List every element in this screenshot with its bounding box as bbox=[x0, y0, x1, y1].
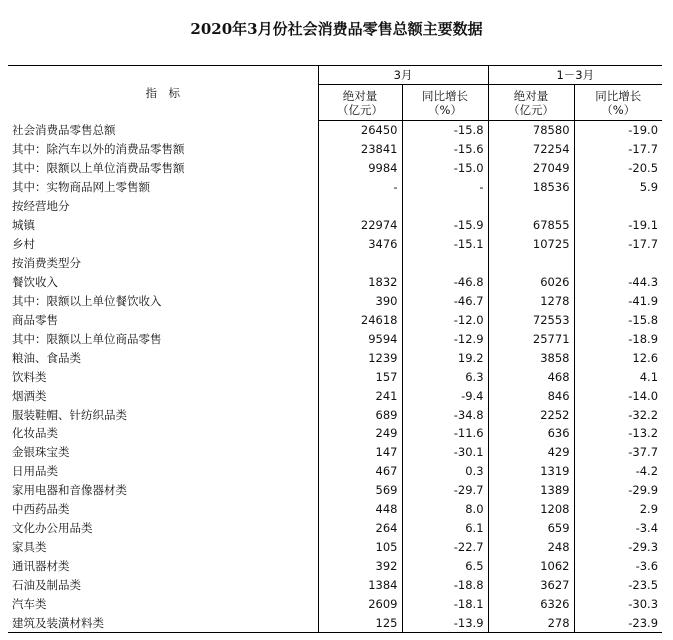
row-label: 服装鞋帽、针纺织品类 bbox=[12, 407, 127, 422]
q1-yoy-cell: -29.3 bbox=[574, 538, 662, 557]
march-abs-cell: 1239 bbox=[318, 348, 402, 367]
q1-yoy-cell: -32.2 bbox=[574, 405, 662, 424]
march-yoy-cell: 6.5 bbox=[402, 557, 488, 576]
table-row bbox=[8, 462, 662, 481]
indicator-header: 指 标 bbox=[8, 66, 318, 121]
march-yoy-cell: -30.1 bbox=[402, 443, 488, 462]
row-label: 社会消费品零售总额 bbox=[12, 123, 116, 138]
march-yoy-cell: 6.1 bbox=[402, 519, 488, 538]
row-label: 石油及制品类 bbox=[12, 577, 81, 592]
q1-yoy-cell: -30.3 bbox=[574, 594, 662, 613]
q1-abs-cell: 6026 bbox=[488, 273, 574, 292]
q1-yoy-cell: -23.9 bbox=[574, 613, 662, 632]
row-label: 通讯器材类 bbox=[12, 559, 70, 574]
march-yoy-cell: -9.4 bbox=[402, 386, 488, 405]
q1-abs-cell: 72553 bbox=[488, 310, 574, 329]
march-yoy-header bbox=[402, 85, 488, 121]
table-row bbox=[8, 329, 662, 348]
march-abs-cell: 23841 bbox=[318, 140, 402, 159]
row-label: 其中：实物商品网上零售额 bbox=[12, 180, 150, 195]
march-abs-cell: 467 bbox=[318, 462, 402, 481]
row-label: 汽车类 bbox=[12, 596, 47, 611]
q1-abs-cell: 278 bbox=[488, 613, 574, 632]
march-yoy-cell bbox=[402, 254, 488, 273]
q1-abs-cell: 1208 bbox=[488, 500, 574, 519]
row-label: 建筑及装潢材料类 bbox=[8, 613, 318, 632]
march-yoy-cell: 19.2 bbox=[402, 348, 488, 367]
abs-unit: （亿元） bbox=[508, 102, 555, 117]
table-row bbox=[8, 500, 662, 519]
table-row bbox=[8, 443, 662, 462]
q1-yoy-cell: -37.7 bbox=[574, 443, 662, 462]
march-abs-cell: 392 bbox=[318, 557, 402, 576]
table-row bbox=[8, 557, 662, 576]
row-label: 其中：限额以上单位商品零售 bbox=[12, 331, 162, 346]
march-yoy-cell: 8.0 bbox=[402, 500, 488, 519]
table-row bbox=[8, 367, 662, 386]
table-row bbox=[8, 159, 662, 178]
q1-abs-cell: 1062 bbox=[488, 557, 574, 576]
march-yoy-cell: -18.8 bbox=[402, 576, 488, 595]
march-abs-cell: 157 bbox=[318, 367, 402, 386]
table-row bbox=[8, 594, 662, 613]
row-label: 按消费类型分 bbox=[12, 256, 81, 271]
march-yoy-cell: -18.1 bbox=[402, 594, 488, 613]
table-row bbox=[8, 386, 662, 405]
q1-abs-cell: 468 bbox=[488, 367, 574, 386]
table-row bbox=[8, 254, 662, 273]
row-label: 按经营地分 bbox=[12, 199, 70, 214]
q1-abs-cell: 846 bbox=[488, 386, 574, 405]
q1-abs-cell: 25771 bbox=[488, 329, 574, 348]
abs-label: 绝对量 bbox=[513, 88, 549, 103]
q1-abs-cell: 1319 bbox=[488, 462, 574, 481]
row-label: 日用品类 bbox=[12, 464, 58, 479]
march-abs-cell: 9984 bbox=[318, 159, 402, 178]
march-yoy-cell: 6.3 bbox=[402, 367, 488, 386]
table-row bbox=[8, 291, 662, 310]
march-yoy-cell: -15.9 bbox=[402, 216, 488, 235]
q1-abs-cell: 248 bbox=[488, 538, 574, 557]
march-abs-cell: 249 bbox=[318, 424, 402, 443]
q1-group-header: 1－3月 bbox=[488, 66, 662, 85]
q1-abs-cell: 1389 bbox=[488, 481, 574, 500]
q1-yoy-cell: -17.7 bbox=[574, 140, 662, 159]
q1-abs-cell: 18536 bbox=[488, 178, 574, 197]
q1-abs-cell: 3627 bbox=[488, 576, 574, 595]
row-label: 家具类 bbox=[12, 540, 47, 555]
q1-abs-cell: 78580 bbox=[488, 121, 574, 140]
q1-abs-cell: 10725 bbox=[488, 235, 574, 254]
q1-yoy-cell: 12.6 bbox=[574, 348, 662, 367]
march-yoy-cell: -13.9 bbox=[402, 613, 488, 632]
table-row bbox=[8, 121, 662, 140]
table-row bbox=[8, 273, 662, 292]
abs-unit: （亿元） bbox=[337, 102, 383, 117]
march-yoy-cell: -15.6 bbox=[402, 140, 488, 159]
march-yoy-cell: -34.8 bbox=[402, 405, 488, 424]
yoy-unit: （%） bbox=[601, 102, 636, 117]
row-label: 粮油、食品类 bbox=[12, 350, 81, 365]
table-row bbox=[8, 216, 662, 235]
march-yoy-cell: - bbox=[402, 178, 488, 197]
q1-yoy-cell: 4.1 bbox=[574, 367, 662, 386]
march-group-header: 3月 bbox=[318, 66, 488, 85]
march-yoy-cell: -15.1 bbox=[402, 235, 488, 254]
row-label: 中西药品类 bbox=[12, 502, 70, 517]
table-row bbox=[8, 348, 662, 367]
march-yoy-cell: -22.7 bbox=[402, 538, 488, 557]
q1-yoy-cell: -41.9 bbox=[574, 291, 662, 310]
q1-abs-cell: 1278 bbox=[488, 291, 574, 310]
yoy-unit: （%） bbox=[428, 102, 462, 117]
row-label: 乡村 bbox=[12, 237, 35, 252]
table-row bbox=[8, 235, 662, 254]
q1-yoy-cell bbox=[574, 254, 662, 273]
table-row bbox=[8, 178, 662, 197]
q1-yoy-cell: 5.9 bbox=[574, 178, 662, 197]
q1-yoy-cell: -3.4 bbox=[574, 519, 662, 538]
table-row bbox=[8, 140, 662, 159]
march-abs-cell: 569 bbox=[318, 481, 402, 500]
q1-yoy-header bbox=[574, 85, 662, 121]
q1-abs-cell: 2252 bbox=[488, 405, 574, 424]
q1-yoy-cell: -17.7 bbox=[574, 235, 662, 254]
table-body bbox=[8, 121, 662, 633]
march-yoy-cell: -46.8 bbox=[402, 273, 488, 292]
march-abs-cell: 1384 bbox=[318, 576, 402, 595]
march-yoy-cell: -12.0 bbox=[402, 310, 488, 329]
q1-abs-cell: 636 bbox=[488, 424, 574, 443]
march-abs-cell bbox=[318, 254, 402, 273]
q1-yoy-cell: -44.3 bbox=[574, 273, 662, 292]
row-label: 饮料类 bbox=[12, 369, 47, 384]
march-abs-cell: 9594 bbox=[318, 329, 402, 348]
march-abs-cell: 26450 bbox=[318, 121, 402, 140]
table-row bbox=[8, 405, 662, 424]
row-label: 商品零售 bbox=[12, 312, 58, 327]
row-label: 其中：限额以上单位餐饮收入 bbox=[12, 293, 162, 308]
table-row bbox=[8, 310, 662, 329]
table-row bbox=[8, 613, 662, 632]
march-abs-cell: 689 bbox=[318, 405, 402, 424]
march-abs-cell bbox=[318, 197, 402, 216]
march-yoy-cell bbox=[402, 197, 488, 216]
q1-abs-cell: 6326 bbox=[488, 594, 574, 613]
march-abs-cell: 264 bbox=[318, 519, 402, 538]
table-row bbox=[8, 538, 662, 557]
q1-abs-cell bbox=[488, 254, 574, 273]
table-row bbox=[8, 576, 662, 595]
row-label: 化妆品类 bbox=[12, 426, 58, 441]
row-label: 家用电器和音像器材类 bbox=[12, 483, 127, 498]
q1-yoy-cell: -23.5 bbox=[574, 576, 662, 595]
row-label: 金银珠宝类 bbox=[12, 445, 70, 460]
march-yoy-cell: -15.8 bbox=[402, 121, 488, 140]
q1-yoy-cell: 2.9 bbox=[574, 500, 662, 519]
q1-abs-cell: 429 bbox=[488, 443, 574, 462]
q1-abs-cell: 72254 bbox=[488, 140, 574, 159]
march-abs-cell: 241 bbox=[318, 386, 402, 405]
march-abs-cell: 147 bbox=[318, 443, 402, 462]
march-yoy-cell: -11.6 bbox=[402, 424, 488, 443]
q1-yoy-cell: -20.5 bbox=[574, 159, 662, 178]
table-row bbox=[8, 197, 662, 216]
q1-yoy-cell bbox=[574, 197, 662, 216]
row-label: 其中：限额以上单位消费品零售额 bbox=[12, 161, 185, 176]
march-yoy-cell: -46.7 bbox=[402, 291, 488, 310]
q1-yoy-cell: -15.8 bbox=[574, 310, 662, 329]
q1-abs-cell: 27049 bbox=[488, 159, 574, 178]
q1-abs-cell: 3858 bbox=[488, 348, 574, 367]
table-row bbox=[8, 424, 662, 443]
table-row bbox=[8, 481, 662, 500]
yoy-label: 同比增长 bbox=[595, 88, 642, 103]
abs-label: 绝对量 bbox=[342, 88, 378, 103]
q1-yoy-cell: -13.2 bbox=[574, 424, 662, 443]
q1-yoy-cell: -19.1 bbox=[574, 216, 662, 235]
march-abs-cell: 24618 bbox=[318, 310, 402, 329]
table-row bbox=[8, 519, 662, 538]
retail-sales-table bbox=[8, 65, 662, 633]
row-label: 文化办公用品类 bbox=[12, 521, 93, 536]
page-title: 2020年3月份社会消费品零售总额主要数据 bbox=[190, 20, 483, 38]
q1-abs-cell: 659 bbox=[488, 519, 574, 538]
q1-abs-header bbox=[488, 85, 574, 121]
march-abs-cell: 448 bbox=[318, 500, 402, 519]
march-abs-cell: 390 bbox=[318, 291, 402, 310]
march-abs-cell: 2609 bbox=[318, 594, 402, 613]
q1-yoy-cell: -29.9 bbox=[574, 481, 662, 500]
march-abs-cell: 22974 bbox=[318, 216, 402, 235]
row-label: 城镇 bbox=[12, 218, 35, 233]
march-abs-header bbox=[318, 85, 402, 121]
q1-abs-cell: 67855 bbox=[488, 216, 574, 235]
q1-yoy-cell: -19.0 bbox=[574, 121, 662, 140]
row-label: 其中：除汽车以外的消费品零售额 bbox=[12, 142, 185, 157]
row-label: 烟酒类 bbox=[12, 388, 47, 403]
march-abs-cell: - bbox=[318, 178, 402, 197]
q1-abs-cell bbox=[488, 197, 574, 216]
yoy-label: 同比增长 bbox=[422, 88, 468, 103]
row-label: 餐饮收入 bbox=[12, 274, 58, 289]
march-abs-cell: 105 bbox=[318, 538, 402, 557]
march-abs-cell: 125 bbox=[318, 613, 402, 632]
march-abs-cell: 1832 bbox=[318, 273, 402, 292]
march-yoy-cell: -12.9 bbox=[402, 329, 488, 348]
march-abs-cell: 3476 bbox=[318, 235, 402, 254]
q1-yoy-cell: -3.6 bbox=[574, 557, 662, 576]
q1-yoy-cell: -14.0 bbox=[574, 386, 662, 405]
march-yoy-cell: -29.7 bbox=[402, 481, 488, 500]
q1-yoy-cell: -18.9 bbox=[574, 329, 662, 348]
march-yoy-cell: 0.3 bbox=[402, 462, 488, 481]
march-yoy-cell: -15.0 bbox=[402, 159, 488, 178]
q1-yoy-cell: -4.2 bbox=[574, 462, 662, 481]
